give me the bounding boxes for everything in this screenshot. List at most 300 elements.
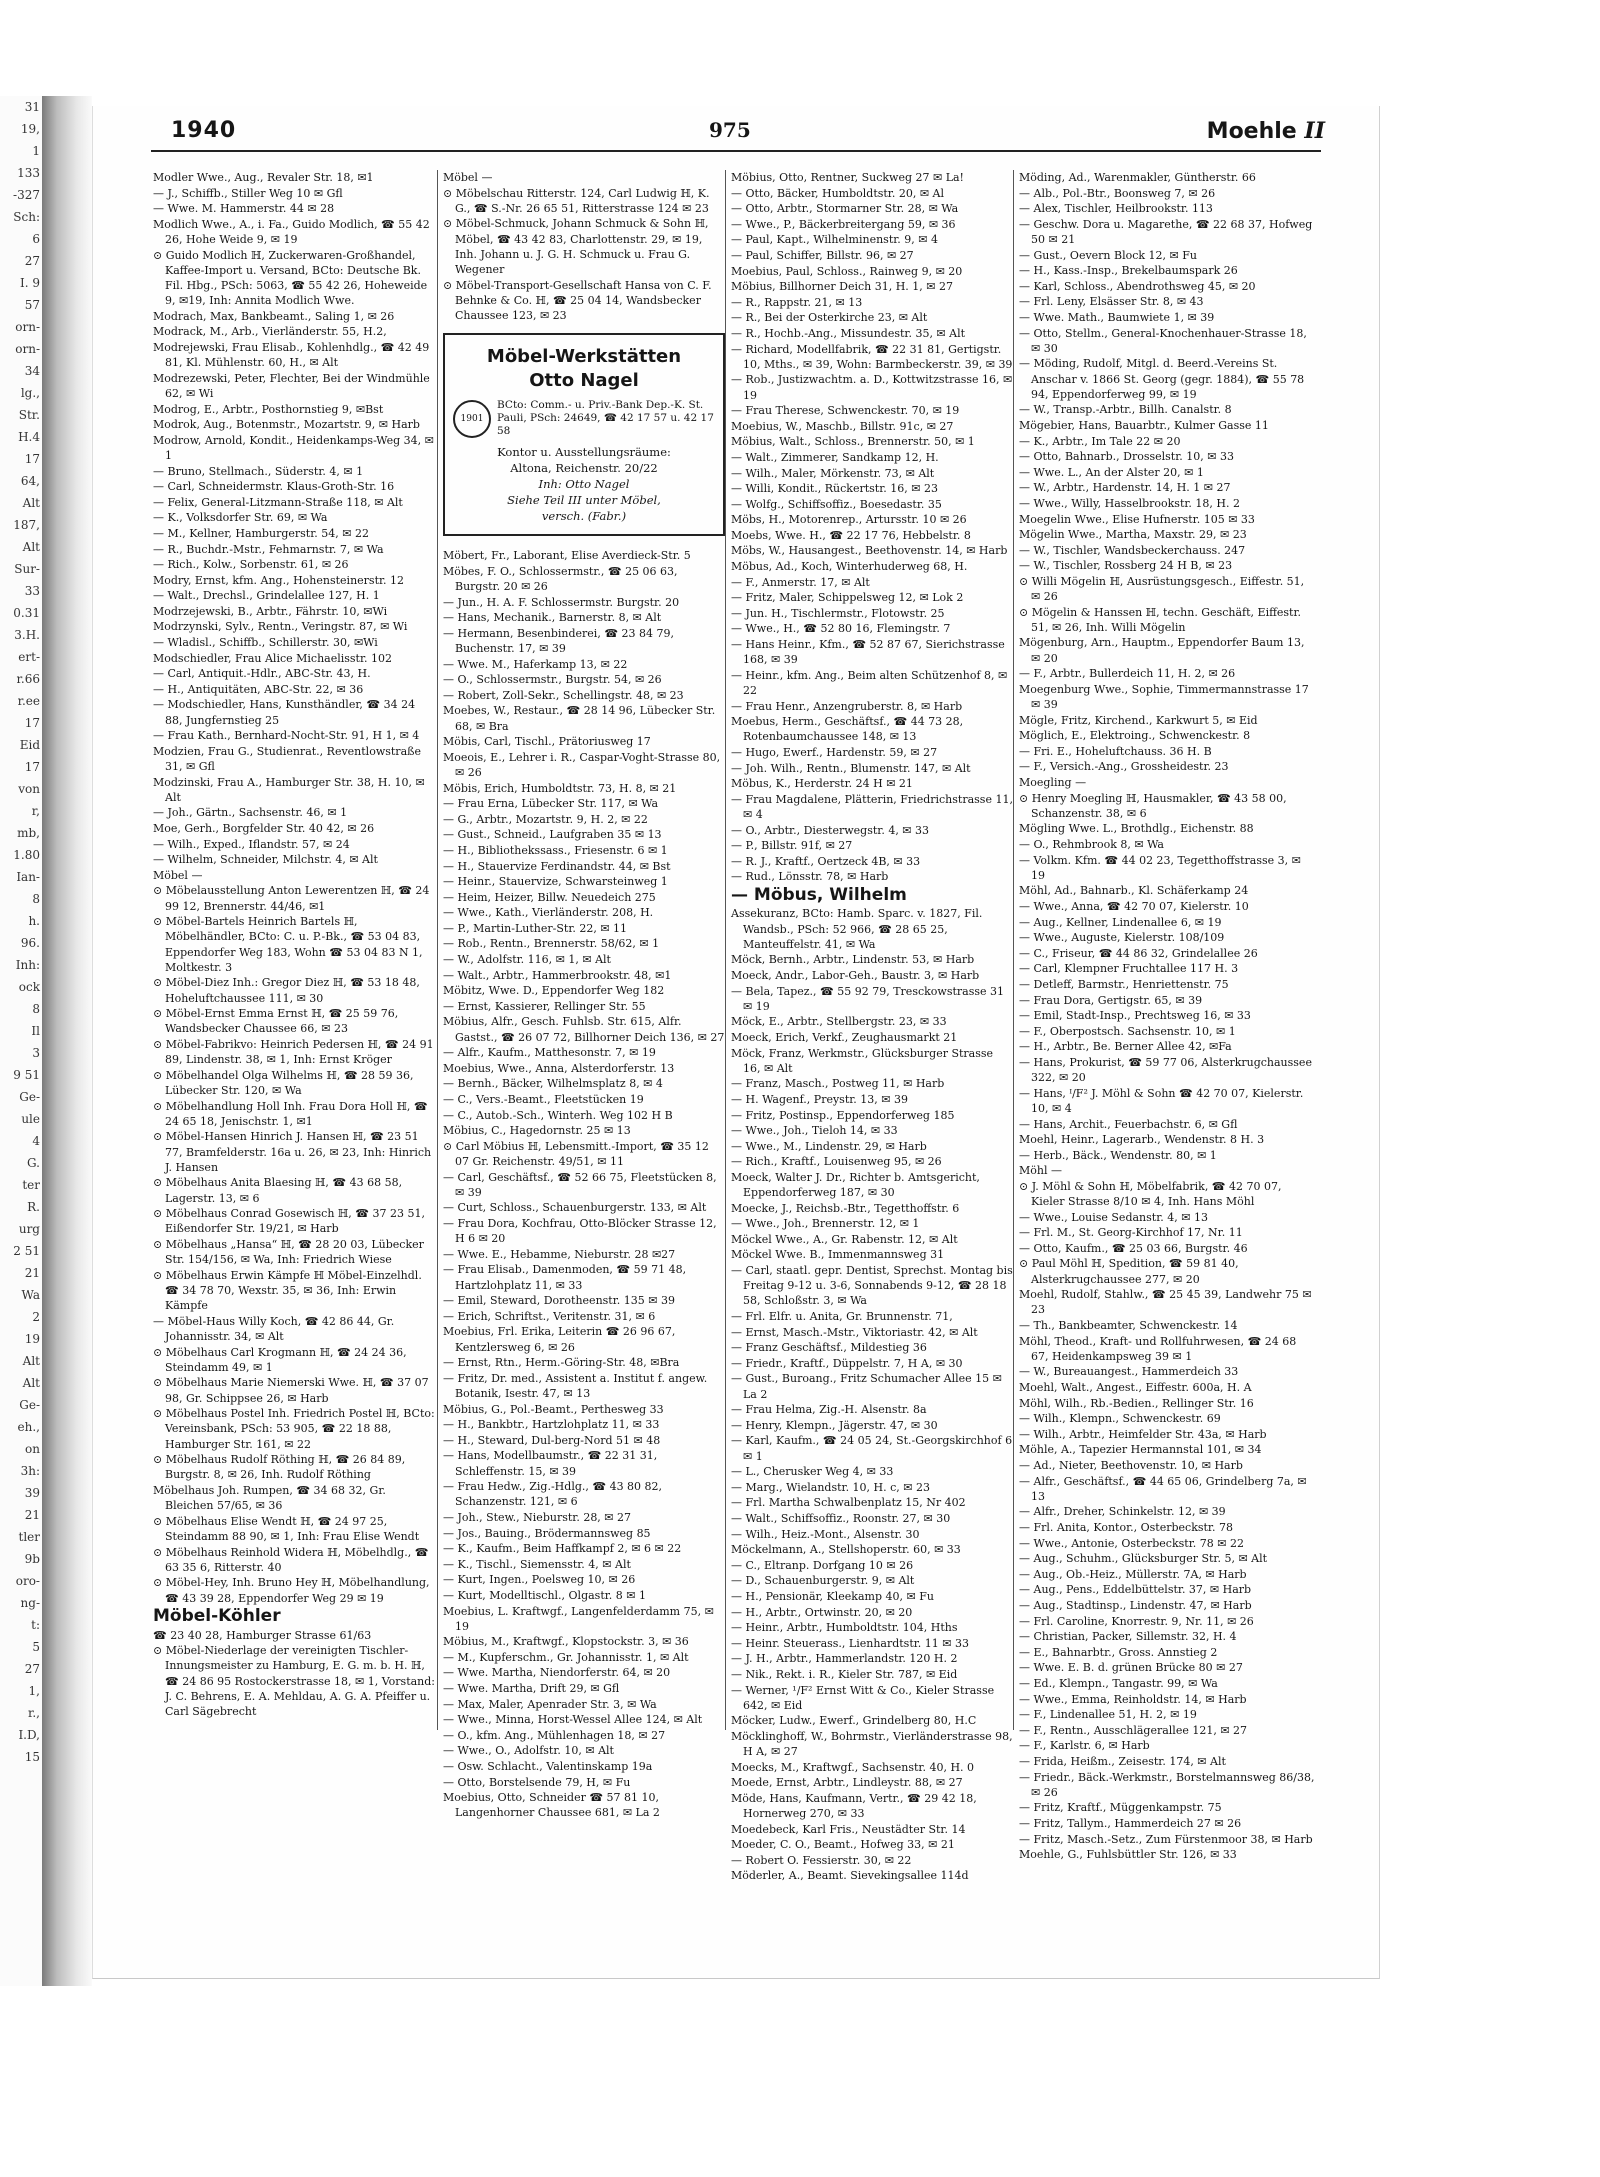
directory-entry: ⊙ Möbel-Schmuck, Johann Schmuck & Sohn ℍ, Möbel, ☎ 43 42 83, Charlottenstr. 29, ✉ 19, Inh. Johann u. J. G. H. Schmuck u. Frau G. Wegener — [443, 217, 709, 276]
directory-entry: — Heinr., Stauervize, Schwarsteinweg 1 — [443, 875, 668, 889]
directory-entry: — Wwe. L., An der Alster 20, ✉ 1 — [1019, 465, 1204, 479]
directory-entry: Möbius, G., Pol.-Beamt., Perthesweg 33 — [443, 1402, 664, 1416]
directory-entry: — Paul, Kapt., Wilhelminenstr. 9, ✉ 4 — [731, 233, 938, 247]
ad-bank-info: BCto: Comm.- u. Priv.-Bank Dep.-K. St. Pauli, PSch: 24649, ☎ 42 17 57 u. 42 17 58 — [497, 399, 714, 438]
directory-entry: Moeois, E., Lehrer i. R., Caspar-Voght-Strasse 80, ✉ 26 — [443, 750, 721, 779]
directory-entry: ⊙ Möbelhaus Postel Inh. Friedrich Postel ℍ, BCto: Vereinsbank, PSch: 53 905, ☎ 22 18 88, Hamburger Str. 161, ✉ 22 — [153, 1407, 435, 1451]
seal-year: 1901 — [460, 413, 484, 424]
directory-entry: — Bela, Tapez., ☎ 55 92 79, Tresckowstrasse 31 ✉ 19 — [731, 984, 1005, 1013]
prev-page-fragment: 3.H. — [14, 628, 40, 642]
directory-entry: ⊙ Paul Möhl ℍ, Spedition, ☎ 59 81 40, Alsterkrugchaussee 277, ✉ 20 — [1019, 1257, 1239, 1286]
directory-entry: — Wwe., Willy, Hasselbrookstr. 18, H. 2 — [1019, 496, 1240, 510]
directory-entry: ⊙ Möbelhaus Erwin Kämpfe ℍ Möbel-Einzelhdl. ☎ 34 78 70, Wexstr. 35, ✉ 36, Inh: Erwin Kämpfe — [153, 1268, 422, 1313]
directory-entry: — Fritz, Tallym., Hammerdeich 27 ✉ 26 — [1019, 1816, 1242, 1830]
column-divider — [1013, 170, 1014, 1730]
directory-entry: ☎ 23 40 28, Hamburger Strasse 61/63 — [153, 1628, 372, 1642]
directory-entry: ⊙ Henry Moegling ℍ, Hausmakler, ☎ 43 58 00, Schanzenstr. 38, ✉ 6 — [1019, 791, 1287, 820]
directory-entry: — Frl. M., St. Georg-Kirchhof 17, Nr. 11 — [1019, 1226, 1243, 1240]
directory-entry: — Wwe., Joh., Brennerstr. 12, ✉ 1 — [731, 1217, 920, 1231]
directory-entry: — P., Martin-Luther-Str. 22, ✉ 11 — [443, 921, 628, 935]
directory-entry: — Henry, Klempn., Jägerstr. 47, ✉ 30 — [731, 1418, 938, 1432]
prev-page-fragment: 39 — [24, 1486, 40, 1500]
directory-entry: — Wwe., Joh., Tieloh 14, ✉ 33 — [731, 1124, 898, 1138]
directory-entry: — C., Eltranp. Dorfgang 10 ✉ 26 — [731, 1558, 914, 1572]
prev-page-fragment: 187, — [13, 518, 40, 532]
directory-entry: — Wwe. Martha, Niendorferstr. 64, ✉ 20 — [443, 1666, 671, 1680]
directory-entry: ⊙ Möbelhaus Reinhold Widera ℍ, Möbelhdlg., ☎ 63 35 6, Ritterstr. 40 — [153, 1545, 429, 1574]
directory-entry: Moebius, L. Kraftwgf., Langenfelderdamm 75, ✉ 19 — [443, 1604, 714, 1633]
directory-entry: Moebius, Paul, Schloss., Rainweg 9, ✉ 20 — [731, 264, 963, 278]
directory-entry: — Joh., Gärtn., Sachsenstr. 46, ✉ 1 — [153, 806, 348, 820]
directory-entry: — P., Billstr. 91f, ✉ 27 — [731, 839, 853, 853]
directory-entry: — H., Arbtr., Ortwinstr. 20, ✉ 20 — [731, 1605, 913, 1619]
directory-entry: — W., Tischler, Wandsbeckerchauss. 247 — [1019, 543, 1246, 557]
prev-page-fragment: r.ee — [17, 694, 40, 708]
directory-entry: — Wwe., Emma, Reinholdstr. 14, ✉ Harb — [1019, 1692, 1247, 1706]
directory-entry: — O., Schlossermstr., Burgstr. 54, ✉ 26 — [443, 673, 662, 687]
directory-entry: — Fritz, Kraftf., Müggenkampstr. 75 — [1019, 1801, 1222, 1815]
ad-note-2: versch. (Fabr.) — [541, 509, 627, 524]
directory-entry: Möbel-Köhler — [153, 1606, 281, 1627]
prev-page-fragment: 17 — [24, 760, 40, 774]
prev-page-fragment: 19 — [24, 1332, 40, 1346]
running-header — [93, 106, 1379, 152]
directory-entry: ⊙ Willi Mögelin ℍ, Ausrüstungsgesch., Eiffestr. 51, ✉ 26 — [1019, 574, 1305, 604]
directory-entry: ⊙ Möbel-Hansen Hinrich J. Hansen ℍ, ☎ 23 51 77, Bramfelderstr. 16a u. 26, ✉ 23, Inh: Hinrich J. Hansen — [153, 1130, 432, 1174]
directory-entry: ⊙ Möbelhaus Anita Blaesing ℍ, ☎ 43 68 58, Lagerstr. 13, ✉ 6 — [153, 1176, 403, 1205]
directory-entry: — Carl, staatl. gepr. Dentist, Sprechst. Montag bis Freitag 9-12 u. 3-6, Sonnabends 9-12, ☎ 28 18 58, Schloßstr. 3, ✉ Wa — [731, 1264, 1013, 1308]
prev-page-fragment: 57 — [24, 298, 40, 312]
directory-entry: — Aug., Pens., Eddelbüttelstr. 37, ✉ Harb — [1019, 1583, 1252, 1597]
directory-entry: — Aug., Schuhm., Glücksburger Str. 5, ✉ Alt — [1019, 1552, 1268, 1566]
directory-entry: — Rich., Kolw., Sorbenstr. 61, ✉ 26 — [153, 558, 349, 572]
directory-entry: — Bernh., Bäcker, Wilhelmsplatz 8, ✉ 4 — [443, 1077, 663, 1091]
prev-page-fragment: Alt — [22, 496, 40, 510]
prev-page-fragment: 9b — [24, 1552, 40, 1566]
directory-entry: Möbis, Erich, Humboldtstr. 73, H. 8, ✉ 21 — [443, 781, 677, 795]
directory-entry: — Hans, Modellbaumstr., ☎ 22 31 31, Schleffenstr. 15, ✉ 39 — [443, 1449, 658, 1478]
column-divider — [725, 170, 726, 1730]
directory-entry: Möbius, Walt., Schloss., Brennerstr. 50, ✉ 1 — [731, 435, 975, 449]
directory-entry: ⊙ Möbelhaus Marie Niemerski Wwe. ℍ, ☎ 37 07 98, Gr. Schippsee 26, ✉ Harb — [153, 1376, 429, 1405]
directory-entry: — Paul, Schiffer, Billstr. 96, ✉ 27 — [731, 248, 914, 262]
directory-entry: Möbis, Carl, Tischl., Prätoriusweg 17 — [443, 735, 651, 749]
directory-entry: — Kurt, Ingen., Poelsweg 10, ✉ 26 — [443, 1573, 636, 1587]
directory-entry: Möhl, Ad., Bahnarb., Kl. Schäferkamp 24 — [1019, 884, 1249, 898]
prev-page-fragment: t: — [31, 1618, 40, 1632]
prev-page-fragment: on — [25, 1442, 40, 1456]
directory-entry: Moebius, Frl. Erika, Leiterin ☎ 26 96 67, Kentzlersweg 6, ✉ 26 — [443, 1325, 676, 1354]
directory-entry: — H., Bibliothekssass., Friesenstr. 6 ✉ 1 — [443, 843, 668, 857]
column-3 — [731, 170, 1013, 1884]
directory-entry: Möbelhaus Joh. Rumpen, ☎ 34 68 32, Gr. Bleichen 57/65, ✉ 36 — [153, 1483, 386, 1513]
directory-entry: — Wwe., Auguste, Kielerstr. 108/109 — [1019, 931, 1225, 945]
directory-entry: — Max, Maler, Apenrader Str. 3, ✉ Wa — [443, 1697, 657, 1711]
directory-entry: Mögling Wwe. L., Brothdlg., Eichenstr. 88 — [1019, 822, 1254, 836]
directory-entry: Modschiedler, Frau Alice Michaelisstr. 102 — [153, 651, 393, 665]
directory-entry: Modrzejewski, B., Arbtr., Fährstr. 10, ✉Wi — [153, 604, 388, 618]
directory-entry: Möbius, Alfr., Gesch. Fuhlsb. Str. 615, Alfr. Gastst., ☎ 26 07 72, Billhorner Deich 136, ✉ 27 — [443, 1015, 725, 1044]
directory-entry: — Fri. E., Hoheluftchauss. 36 H. B — [1019, 744, 1212, 758]
column-1 — [153, 170, 435, 1720]
previous-page-fragment — [0, 96, 42, 1986]
prev-page-fragment: 64, — [20, 474, 40, 488]
prev-page-fragment: 17 — [24, 452, 40, 466]
directory-entry: — E., Bahnarbtr., Gross. Annstieg 2 — [1019, 1645, 1218, 1659]
directory-entry: — Curt, Schloss., Schauenburgerstr. 133, ✉ Alt — [443, 1201, 707, 1215]
directory-entry: ⊙ Carl Möbius ℍ, Lebensmitt.-Import, ☎ 35 12 07 Gr. Reichenstr. 49/51, ✉ 11 — [443, 1139, 709, 1169]
directory-entry: Moeck, Erich, Verkf., Zeughausmarkt 21 — [731, 1030, 958, 1044]
directory-entry: — R., Hochb.-Ang., Missundestr. 35, ✉ Alt — [731, 326, 966, 340]
directory-entry: — H., Stauervize Ferdinandstr. 44, ✉ Bst — [443, 859, 671, 873]
directory-page — [92, 106, 1380, 1979]
directory-entry: — Wwe., Antonie, Osterbeckstr. 78 ✉ 22 — [1019, 1536, 1244, 1550]
directory-entry: — Frida, Heißm., Zeisestr. 174, ✉ Alt — [1019, 1754, 1226, 1768]
directory-entry: Moehl, Walt., Angest., Eiffestr. 600a, H. A — [1019, 1381, 1252, 1395]
directory-entry: — F., Versich.-Ang., Grossheidestr. 23 — [1019, 760, 1229, 774]
directory-entry: — Möbus, Wilhelm — [731, 884, 907, 905]
directory-entry: — Alex, Tischler, Heilbrookstr. 113 — [1019, 202, 1213, 216]
directory-entry: — Aug., Stadtinsp., Lindenstr. 47, ✉ Harb — [1019, 1598, 1252, 1612]
directory-entry: — F., Lindenallee 51, H. 2, ✉ 19 — [1019, 1708, 1197, 1722]
directory-entry: — Herb., Bäck., Wendenstr. 80, ✉ 1 — [1019, 1148, 1217, 1162]
advertisement-otto-nagel — [443, 333, 725, 536]
directory-entry: ⊙ Möbelschau Ritterstr. 124, Carl Ludwig ℍ, K. G., ☎ S.-Nr. 26 65 51, Ritterstrasse 124 ✉ 23 — [443, 186, 710, 215]
directory-entry: ⊙ Möbel-Diez Inh.: Gregor Diez ℍ, ☎ 53 18 48, Hoheluftchaussee 111, ✉ 30 — [153, 976, 420, 1005]
directory-entry: — Wwe. Martha, Drift 29, ✉ Gfl — [443, 1682, 620, 1696]
prev-page-fragment: r.66 — [16, 672, 40, 686]
directory-entry: Möbs, H., Motorenrep., Artursstr. 10 ✉ 26 — [731, 513, 967, 527]
directory-entry: — M., Kellner, Hamburgerstr. 54, ✉ 22 — [153, 526, 369, 540]
directory-entry: Möckelmann, A., Stellshoperstr. 60, ✉ 33 — [731, 1543, 961, 1557]
running-headword — [1207, 118, 1325, 144]
prev-page-fragment: 4 — [32, 1134, 40, 1148]
prev-page-fragment: 21 — [24, 1508, 40, 1522]
directory-entry: — W., Transp.-Arbtr., Billh. Canalstr. 8 — [1019, 403, 1232, 417]
prev-page-fragment: 31 — [24, 100, 40, 114]
directory-entry: — Franz, Masch., Postweg 11, ✉ Harb — [731, 1077, 945, 1091]
directory-entry: — F., Anmerstr. 17, ✉ Alt — [731, 575, 870, 589]
directory-entry: — Frl. Anita, Kontor., Osterbeckstr. 78 — [1019, 1521, 1233, 1535]
prev-page-fragment: lg., — [20, 386, 40, 400]
directory-entry: — Alfr., Geschäftsf., ☎ 44 65 06, Grindelberg 7a, ✉ 13 — [1019, 1474, 1307, 1503]
directory-entry: Modler Wwe., Aug., Revaler Str. 18, ✉1 — [153, 171, 374, 184]
prev-page-fragment: 2 — [32, 1310, 40, 1324]
directory-entry: ⊙ Möbelhaus Elise Wendt ℍ, ☎ 24 97 25, Steindamm 88 90, ✉ 1, Inh: Frau Elise Wendt — [153, 1514, 420, 1543]
directory-entry: ⊙ Möbelhandel Olga Wilhelms ℍ, ☎ 28 59 36, Lübecker Str. 120, ✉ Wa — [153, 1068, 414, 1097]
directory-entry: — O., kfm. Ang., Mühlenhagen 18, ✉ 27 — [443, 1728, 666, 1742]
directory-entry: — Kurt, Modelltischl., Olgastr. 8 ✉ 1 — [443, 1588, 646, 1602]
directory-entry: — Wilh., Heiz.-Mont., Alsenstr. 30 — [731, 1527, 920, 1541]
directory-entry: — Hans Heinr., Kfm., ☎ 52 87 67, Sierichstrasse 168, ✉ 39 — [731, 638, 1005, 667]
directory-entry: Modrejewski, Frau Elisab., Kohlenhdlg., ☎ 42 49 81, Kl. Mühlenstr. 60, H., ✉ Alt — [153, 340, 430, 370]
directory-entry: Möck, Bernh., Arbtr., Lindenstr. 53, ✉ Harb — [731, 953, 975, 967]
directory-entry: — Hugo, Ewerf., Hardenstr. 59, ✉ 27 — [731, 746, 938, 760]
directory-entry: Moebes, W., Restaur., ☎ 28 14 96, Lübecker Str. 68, ✉ Bra — [443, 704, 716, 733]
prev-page-fragment: 8 — [32, 892, 40, 906]
directory-entry: — Carl, Schneidermstr. Klaus-Groth-Str. 16 — [153, 480, 395, 494]
ad-owner: Inh: Otto Nagel — [538, 477, 630, 492]
directory-entry: — H., Steward, Dul-berg-Nord 51 ✉ 48 — [443, 1433, 661, 1447]
directory-entry: — Ad., Nieter, Beethovenstr. 10, ✉ Harb — [1019, 1459, 1243, 1473]
directory-entry: Moe, Gerh., Borgfelder Str. 40 42, ✉ 26 — [153, 822, 375, 836]
directory-entry: Möhle, A., Tapezier Hermannstal 101, ✉ 34 — [1019, 1443, 1262, 1457]
directory-entry: — L., Cherusker Weg 4, ✉ 33 — [731, 1465, 894, 1479]
directory-entry: Mögelin Wwe., Martha, Maxstr. 29, ✉ 23 — [1019, 528, 1247, 542]
prev-page-fragment: Sur- — [14, 562, 40, 576]
directory-entry: — Wwe., H., ☎ 52 80 16, Flemingstr. 7 — [731, 622, 951, 636]
directory-entry: — H., Pensionär, Kleekamp 40, ✉ Fu — [731, 1589, 934, 1603]
prev-page-fragment: -327 — [13, 188, 40, 202]
directory-entry: — D., Schauenburgerstr. 9, ✉ Alt — [731, 1574, 915, 1588]
prev-page-fragment: ter — [22, 1178, 40, 1192]
directory-entry: — Gust., Buroang., Fritz Schumacher Allee 15 ✉ La 2 — [731, 1372, 1002, 1401]
directory-entry: — Otto, Bahnarb., Drosselstr. 10, ✉ 33 — [1019, 450, 1234, 464]
directory-entry: — Alfr., Kaufm., Matthesonstr. 7, ✉ 19 — [443, 1046, 656, 1060]
prev-page-fragment: Ge- — [19, 1398, 40, 1412]
directory-entry: — K., Volksdorfer Str. 69, ✉ Wa — [153, 511, 328, 525]
prev-page-fragment: 0.31 — [13, 606, 40, 620]
directory-entry: — Otto, Arbtr., Stormarner Str. 28, ✉ Wa — [731, 202, 959, 216]
directory-entry: — Fritz, Masch.-Setz., Zum Fürstenmoor 38, ✉ Harb — [1019, 1832, 1313, 1846]
headword-part: II — [1304, 118, 1325, 144]
prev-page-fragment: 2 51 — [13, 1244, 40, 1258]
directory-entry: — Karl, Kaufm., ☎ 24 05 24, St.-Georgskirchhof 6 ✉ 1 — [731, 1434, 1013, 1463]
prev-page-fragment: Alt — [22, 1354, 40, 1368]
directory-entry: — Jun., H. A. F. Schlossermstr. Burgstr. 20 — [443, 595, 680, 609]
prev-page-fragment: 27 — [24, 254, 40, 268]
prev-page-fragment: ock — [18, 980, 40, 994]
directory-entry: Modzinski, Frau A., Hamburger Str. 38, H. 10, ✉ Alt — [153, 775, 425, 804]
directory-entry: — Emil, Stadt-Insp., Prechtsweg 16, ✉ 33 — [1019, 1009, 1251, 1023]
ad-note: Siehe Teil III unter Möbel, — [507, 493, 661, 508]
prev-page-fragment: Alt — [22, 1376, 40, 1390]
directory-entry: — F., Oberpostsch. Sachsenstr. 10, ✉ 1 — [1019, 1024, 1236, 1038]
directory-entry: ⊙ Möbel-Fabrikvo: Heinrich Pedersen ℍ, ☎ 24 91 89, Lindenstr. 38, ✉ 1, Inh: Ernst Kröger — [153, 1038, 434, 1067]
directory-entry: Möbus, Ad., Koch, Winterhuderweg 68, H. — [731, 560, 968, 574]
directory-entry: — Wwe., P., Bäckerbreitergang 59, ✉ 36 — [731, 217, 956, 231]
directory-entry: — W., Arbtr., Hardenstr. 14, H. 1 ✉ 27 — [1019, 481, 1231, 495]
directory-entry: — Walt., Drechsl., Grindelallee 127, H. 1 — [153, 589, 380, 603]
prev-page-fragment: G. — [27, 1156, 40, 1170]
directory-entry: Moebius, Wwe., Anna, Alsterdorferstr. 13 — [443, 1061, 675, 1075]
prev-page-fragment: h. — [28, 914, 40, 928]
directory-entry: — Ed., Klempn., Tangastr. 99, ✉ Wa — [1019, 1676, 1218, 1690]
ad-title: Möbel-Werkstätten — [486, 346, 682, 368]
directory-entry: — Felix, General-Litzmann-Straße 118, ✉ Alt — [153, 495, 403, 509]
directory-entry: — Wwe. M. Hammerstr. 44 ✉ 28 — [153, 202, 335, 216]
directory-entry: — Walt., Arbtr., Hammerbrookstr. 48, ✉1 — [443, 968, 672, 982]
prev-page-fragment: 1 — [32, 144, 40, 158]
directory-entry: ⊙ Möbelhaus „Hansa“ ℍ, ☎ 28 20 03, Lübecker Str. 154/156, ✉ Wa, Inh: Friedrich Wiese — [153, 1237, 424, 1267]
directory-entry: — Frau Magdalene, Plätterin, Friedrichstrasse 11, ✉ 4 — [731, 792, 1013, 821]
directory-entry: — Otto, Kaufm., ☎ 25 03 66, Burgstr. 46 — [1019, 1241, 1248, 1255]
directory-entry: — Walt., Zimmerer, Sandkamp 12, H. — [731, 450, 939, 464]
directory-entry: Möcker, Ludw., Ewerf., Grindelberg 80, H.C — [731, 1714, 977, 1728]
directory-entry: Möbus, K., Herderstr. 24 H ✉ 21 — [731, 777, 913, 791]
directory-entry: — Hermann, Besenbinderei, ☎ 23 84 79, Buchenstr. 17, ✉ 39 — [443, 626, 674, 655]
directory-entry: — R., Buchdr.-Mstr., Fehmarnstr. 7, ✉ Wa — [153, 542, 384, 556]
directory-entry: Möbel — — [443, 171, 493, 184]
directory-entry: Moebs, Wwe. H., ☎ 22 17 76, Hebbelstr. 8 — [731, 528, 971, 542]
directory-entry: — Osw. Schlacht., Valentinskamp 19a — [443, 1760, 653, 1774]
directory-entry: Möbius, Billhorner Deich 31, H. 1, ✉ 27 — [731, 280, 953, 294]
prev-page-fragment: Il — [31, 1024, 40, 1038]
directory-entry: Moecks, M., Kraftwgf., Sachsenstr. 40, H. 0 — [731, 1760, 975, 1774]
directory-entry: ⊙ Möbel-Niederlage der vereinigten Tischler-Innungsmeister zu Hamburg, E. G. m. b. H. ℍ, ☎ 24 86 95 Rostockerstrasse 18, ✉ 1, Vorstand: J. C. Behrens, E. A. Mehldau, A. G. A. Pfeiffer u. Carl Sägebrecht — [153, 1644, 436, 1718]
directory-entry: — Marg., Wielandstr. 10, H. c, ✉ 23 — [731, 1480, 930, 1494]
prev-page-fragment: 19, — [20, 122, 40, 136]
directory-entry: Modrzynski, Sylv., Rentn., Veringstr. 87, ✉ Wi — [153, 620, 408, 634]
directory-entry: Mögenburg, Arn., Hauptm., Eppendorfer Baum 13, ✉ 20 — [1019, 636, 1305, 665]
directory-entry: Möbs, W., Hausangest., Beethovenstr. 14, ✉ Harb — [731, 544, 1008, 558]
prev-page-fragment: Alt — [22, 540, 40, 554]
directory-entry: ⊙ Möbel-Bartels Heinrich Bartels ℍ, Möbelhändler, BCto: C. u. P.-Bk., ☎ 53 04 83, Eppendorfer Weg 183, Wohn ☎ 53 04 83 N 1, Moltkestr. 3 — [153, 915, 423, 974]
directory-entry: Möbel — — [153, 868, 203, 882]
directory-entry: Möcklinghoff, W., Bohrmstr., Vierländerstrasse 98, H A, ✉ 27 — [731, 1729, 1013, 1759]
prev-page-fragment: 21 — [24, 1266, 40, 1280]
directory-entry: — Wwe. Math., Baumwiete 1, ✉ 39 — [1019, 310, 1215, 324]
directory-entry: — C., Autob.-Sch., Winterh. Weg 102 H B — [443, 1108, 673, 1122]
prev-page-fragment: Sch: — [13, 210, 40, 224]
book-gutter — [42, 96, 92, 1986]
prev-page-fragment: r, — [31, 804, 40, 818]
directory-entry: Möbert, Fr., Laborant, Elise Averdieck-Str. 5 — [443, 549, 691, 563]
directory-entry: — K., Arbtr., Im Tale 22 ✉ 20 — [1019, 434, 1181, 448]
directory-entry: Möck, E., Arbtr., Stellbergstr. 23, ✉ 33 — [731, 1015, 947, 1029]
directory-entry: Modrach, Max, Bankbeamt., Saling 1, ✉ 26 — [153, 309, 395, 323]
directory-entry: — Otto, Borstelsende 79, H, ✉ Fu — [443, 1775, 631, 1789]
directory-entry: Moeck, Walter J. Dr., Richter b. Amtsgericht, Eppendorferweg 187, ✉ 30 — [731, 1170, 980, 1200]
prev-page-fragment: 17 — [24, 716, 40, 730]
seal-icon — [453, 400, 491, 438]
directory-entry: Modrack, M., Arb., Vierländerstr. 55, H.2, — [153, 325, 387, 339]
directory-entry: — Heim, Heizer, Billw. Neuedeich 275 — [443, 890, 656, 904]
directory-entry: — Wilhelm, Schneider, Milchstr. 4, ✉ Alt — [153, 853, 378, 867]
directory-entry: ⊙ Möbelhaus Conrad Gosewisch ℍ, ☎ 37 23 51, Eißendorfer Str. 19/21, ✉ Harb — [153, 1207, 425, 1236]
directory-entry: Möhl, Theod., Kraft- und Rollfuhrwesen, ☎ 24 68 67, Heidenkampsweg 39 ✉ 1 — [1019, 1334, 1297, 1363]
directory-entry: — Heinr. Steuerass., Lienhardtstr. 11 ✉ 33 — [731, 1636, 969, 1650]
directory-entry: — Frau Helma, Zig.-H. Alsenstr. 8a — [731, 1403, 927, 1417]
directory-entry: — M., Kupferschm., Gr. Johannisstr. 1, ✉ Alt — [443, 1650, 689, 1664]
directory-entry: — Ernst, Kassierer, Rellinger Str. 55 — [443, 999, 646, 1013]
directory-entry: — Bruno, Stellmach., Süderstr. 4, ✉ 1 — [153, 464, 364, 478]
directory-entry: Möckel Wwe. B., Immenmannsweg 31 — [731, 1248, 945, 1262]
directory-entry: — Wwe. M., Haferkamp 13, ✉ 22 — [443, 657, 628, 671]
directory-entry: — Rich., Kraftf., Louisenweg 95, ✉ 26 — [731, 1155, 942, 1169]
directory-entry: Moehl, Rudolf, Stahlw., ☎ 25 45 39, Landwehr 75 ✉ 23 — [1019, 1288, 1312, 1317]
prev-page-fragment: r., — [27, 1706, 40, 1720]
prev-page-fragment: 34 — [24, 364, 40, 378]
column-2-top-entries — [443, 170, 725, 323]
prev-page-fragment: orn- — [15, 342, 40, 356]
directory-entry: Moegenburg Wwe., Sophie, Timmermannstrasse 17 ✉ 39 — [1019, 682, 1309, 712]
directory-entry: — Hans, Mechanik., Barnerstr. 8, ✉ Alt — [443, 611, 662, 625]
directory-entry: Moegling — — [1019, 776, 1087, 790]
directory-entry: — H., Kass.-Insp., Brekelbaumspark 26 — [1019, 264, 1238, 278]
prev-page-fragment: 8 — [32, 1002, 40, 1016]
column-divider — [437, 170, 438, 1730]
ad-bank-row — [453, 399, 715, 438]
directory-entry: — F., Arbtr., Bullerdeich 11, H. 2, ✉ 26 — [1019, 667, 1236, 681]
directory-entry: — R., Bei der Osterkirche 23, ✉ Alt — [731, 311, 928, 325]
directory-entry: — C., Friseur, ☎ 44 86 32, Grindelallee 26 — [1019, 946, 1258, 960]
directory-entry: Möde, Hans, Kaufmann, Vertr., ☎ 29 42 18, Hornerweg 270, ✉ 33 — [731, 1791, 977, 1821]
directory-entry: Moecke, J., Reichsb.-Btr., Tegetthoffstr. 6 — [731, 1201, 960, 1215]
prev-page-fragment: oro- — [15, 1574, 40, 1588]
directory-entry: — Otto, Stellm., General-Knochenhauer-Strasse 18, ✉ 30 — [1019, 326, 1307, 355]
prev-page-fragment: ule — [21, 1112, 40, 1126]
directory-entry: ⊙ Möbelhaus Carl Krogmann ℍ, ☎ 24 24 36, Steindamm 49, ✉ 1 — [153, 1345, 407, 1374]
directory-entry: — Frau Hedw., Zig.-Hdlg., ☎ 43 80 82, Schanzenstr. 121, ✉ 6 — [443, 1480, 663, 1509]
directory-entry: — G., Arbtr., Mozartstr. 9, H. 2, ✉ 22 — [443, 812, 648, 826]
directory-entry: — Frau Therese, Schwenckestr. 70, ✉ 19 — [731, 404, 960, 418]
directory-entry: — Rob., Rentn., Brennerstr. 58/62, ✉ 1 — [443, 937, 660, 951]
directory-entry: — Volkm. Kfm. ☎ 44 02 23, Tegetthoffstrasse 3, ✉ 19 — [1019, 853, 1301, 882]
directory-entry: Möglich, E., Elektroing., Schwenckestr. 8 — [1019, 729, 1251, 743]
directory-entry: Möbius, C., Hagedornstr. 25 ✉ 13 — [443, 1124, 631, 1138]
directory-entry: Möhl, Wilh., Rb.-Bedien., Rellinger Str. 16 — [1019, 1396, 1254, 1410]
directory-entry: — K., Kaufm., Beim Haffkampf 2, ✉ 6 ✉ 22 — [443, 1542, 682, 1556]
directory-entry: Modry, Ernst, kfm. Ang., Hohensteinerstr. 12 — [153, 573, 405, 587]
directory-entry: — Wilh., Exped., Iflandstr. 57, ✉ 24 — [153, 837, 350, 851]
directory-entry: — H., Arbtr., Be. Berner Allee 42, ✉Fa — [1019, 1040, 1232, 1054]
directory-entry: ⊙ J. Möhl & Sohn ℍ, Möbelfabrik, ☎ 42 70 07, Kieler Strasse 8/10 ✉ 4, Inh. Hans Möhl — [1019, 1179, 1282, 1209]
directory-entry: Moehle, G., Fuhlsbüttler Str. 126, ✉ 33 — [1019, 1848, 1237, 1862]
prev-page-fragment: Inh: — [15, 958, 40, 972]
directory-entry: — Ernst, Masch.-Mstr., Viktoriastr. 42, ✉ Alt — [731, 1325, 978, 1339]
directory-entry: — Carl, Geschäftsf., ☎ 52 66 75, Fleetstücken 8, ✉ 39 — [443, 1170, 717, 1199]
directory-entry: — J. H., Arbtr., Hammerlandstr. 120 H. 2 — [731, 1652, 958, 1666]
directory-entry: — Rud., Lönsstr. 78, ✉ Harb — [731, 870, 889, 884]
prev-page-fragment: 1, — [28, 1684, 40, 1698]
directory-entry: ⊙ Möbelhaus Rudolf Röthing ℍ, ☎ 26 84 89, Burgstr. 8, ✉ 26, Inh. Rudolf Röthing — [153, 1453, 406, 1482]
directory-entry: — Frl. Leny, Elsässer Str. 8, ✉ 43 — [1019, 295, 1204, 309]
directory-entry: — F., Karlstr. 6, ✉ Harb — [1019, 1739, 1150, 1753]
directory-entry: — Hans, Prokurist, ☎ 59 77 06, Alsterkrugchaussee 322, ✉ 20 — [1019, 1055, 1312, 1085]
directory-entry: — Rob., Justizwachtm. a. D., Kottwitzstrasse 16, ✉ 19 — [731, 373, 1013, 402]
directory-entry: — Frau Dora, Gertigstr. 65, ✉ 39 — [1019, 993, 1203, 1007]
directory-entry: — Wolfg., Schiffsoffiz., Boesedastr. 35 — [731, 497, 942, 511]
directory-entry: — O., Rehmbrook 8, ✉ Wa — [1019, 838, 1164, 852]
headword-text: Moehle — [1206, 119, 1297, 144]
directory-entry: Modzien, Frau G., Studienrat., Reventlowstraße 31, ✉ Gfl — [153, 744, 421, 774]
directory-entry: — H. Wagenf., Preystr. 13, ✉ 39 — [731, 1092, 908, 1106]
directory-entry: — Willi, Kondit., Rückertstr. 16, ✉ 23 — [731, 482, 938, 496]
prev-page-fragment: orn- — [15, 320, 40, 334]
directory-entry: — Frau Kath., Bernhard-Nocht-Str. 91, H 1, ✉ 4 — [153, 729, 420, 743]
directory-entry: Moeck, Andr., Labor-Geh., Baustr. 3, ✉ Harb — [731, 968, 980, 982]
directory-entry: — Modschiedler, Hans, Kunsthändler, ☎ 34 24 88, Jungfernstieg 25 — [153, 698, 416, 727]
directory-entry: — Möding, Rudolf, Mitgl. d. Beerd.-Vereins St. Anschar v. 1866 St. Georg (gegr. 1884), ☎ 55 78 94, Eppendorferweg 99, ✉ 19 — [1019, 357, 1305, 401]
directory-entry: — Frl. Martha Schwalbenplatz 15, Nr 402 — [731, 1496, 966, 1510]
directory-entry: Moebius, W., Maschb., Billstr. 91c, ✉ 27 — [731, 419, 954, 433]
directory-entry: — Wladisl., Schiffb., Schillerstr. 30, ✉Wi — [153, 636, 378, 650]
directory-entry: — Werner, ¹/F² Ernst Witt & Co., Kieler Strasse 642, ✉ Eid — [731, 1683, 995, 1712]
directory-entry: — Fritz, Dr. med., Assistent a. Institut f. angew. Botanik, Isestr. 47, ✉ 13 — [443, 1371, 708, 1400]
directory-entry: — Frau Dora, Kochfrau, Otto-Blöcker Strasse 12, H 6 ✉ 20 — [443, 1217, 717, 1246]
directory-entry: — Heinr., kfm. Ang., Beim alten Schützenhof 8, ✉ 22 — [731, 668, 1008, 698]
prev-page-fragment: eh., — [17, 1420, 40, 1434]
header-rule — [151, 150, 1321, 152]
directory-entry: — Wwe. E. B. d. grünen Brücke 80 ✉ 27 — [1019, 1661, 1243, 1675]
directory-entry: — W., Tischler, Rossberg 24 H B, ✉ 23 — [1019, 559, 1233, 573]
directory-entry: — F., Rentn., Ausschlägerallee 121, ✉ 27 — [1019, 1723, 1248, 1737]
directory-entry: Modrow, Arnold, Kondit., Heidenkamps-Weg 34, ✉ 1 — [153, 433, 434, 462]
directory-entry: ⊙ Möbel-Transport-Gesellschaft Hansa von C. F. Behnke & Co. ℍ, ☎ 25 04 14, Wandsbecker Chaussee 123, ✉ 23 — [443, 278, 712, 322]
directory-entry: — Geschw. Dora u. Magarethe, ☎ 22 68 37, Hofweg 50 ✉ 21 — [1019, 217, 1313, 246]
directory-entry: — K., Tischl., Siemensstr. 4, ✉ Alt — [443, 1557, 631, 1571]
